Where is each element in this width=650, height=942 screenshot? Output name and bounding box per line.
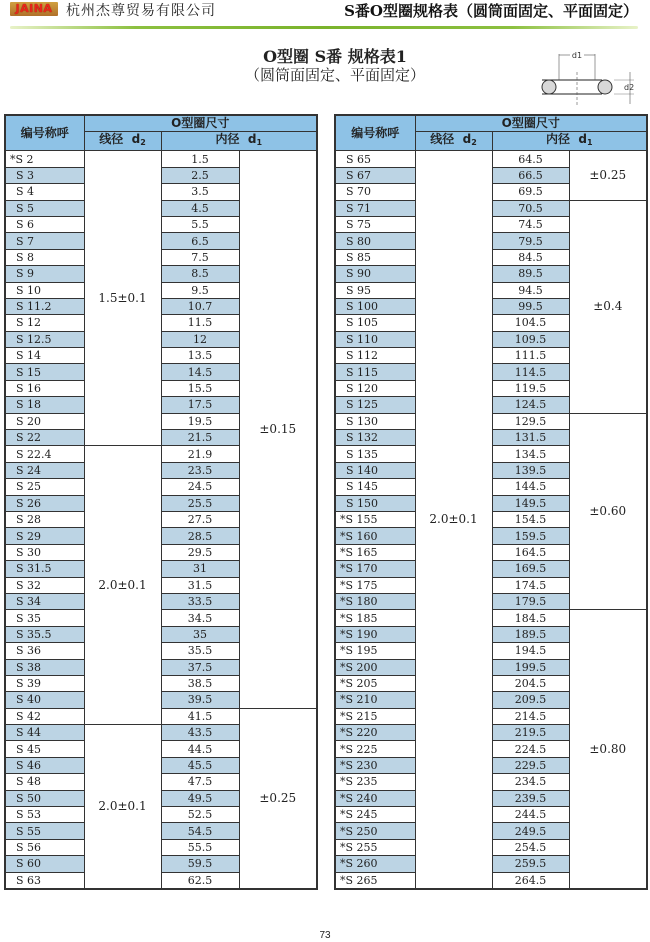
d1-cell: 28.5 — [161, 528, 239, 544]
d1-cell: 164.5 — [492, 544, 569, 560]
code-cell: S 85 — [335, 249, 415, 265]
d1-cell: 52.5 — [161, 807, 239, 823]
company-logo: JAINA — [10, 2, 58, 16]
code-cell: S 40 — [5, 692, 84, 708]
code-cell: S 80 — [335, 233, 415, 249]
code-cell: S 135 — [335, 446, 415, 462]
col-header-group: O型圈尺寸 — [84, 115, 317, 132]
d1-cell: 244.5 — [492, 807, 569, 823]
d1-cell: 34.5 — [161, 610, 239, 626]
d1-cell: 159.5 — [492, 528, 569, 544]
d1-cell: 111.5 — [492, 348, 569, 364]
d1-cell: 184.5 — [492, 610, 569, 626]
d1-cell: 11.5 — [161, 315, 239, 331]
tolerance-cell: ±0.60 — [569, 413, 647, 610]
code-cell: *S 165 — [335, 544, 415, 560]
code-cell: S 67 — [335, 167, 415, 183]
page-header — [0, 0, 650, 40]
d1-cell: 1.5 — [161, 151, 239, 167]
code-cell: S 14 — [5, 348, 84, 364]
d1-cell: 169.5 — [492, 561, 569, 577]
code-cell: S 35.5 — [5, 626, 84, 642]
header-divider — [10, 26, 638, 29]
code-cell: S 132 — [335, 430, 415, 446]
d1-cell: 209.5 — [492, 692, 569, 708]
d1-cell: 14.5 — [161, 364, 239, 380]
code-cell: S 63 — [5, 872, 84, 889]
code-cell: S 6 — [5, 216, 84, 232]
d1-cell: 89.5 — [492, 266, 569, 282]
code-cell: *S 255 — [335, 839, 415, 855]
code-cell: S 29 — [5, 528, 84, 544]
code-cell: S 46 — [5, 757, 84, 773]
d1-cell: 119.5 — [492, 380, 569, 396]
d1-cell: 39.5 — [161, 692, 239, 708]
code-cell: *S 240 — [335, 790, 415, 806]
code-cell: S 150 — [335, 495, 415, 511]
code-cell: S 35 — [5, 610, 84, 626]
tolerance-cell: ±0.80 — [569, 610, 647, 889]
code-cell: *S 155 — [335, 511, 415, 527]
d1-cell: 5.5 — [161, 216, 239, 232]
tolerance-cell: ±0.15 — [239, 151, 317, 708]
d1-cell: 131.5 — [492, 430, 569, 446]
d1-cell: 179.5 — [492, 593, 569, 609]
d1-cell: 15.5 — [161, 380, 239, 396]
code-cell: *S 250 — [335, 823, 415, 839]
d1-cell: 144.5 — [492, 479, 569, 495]
code-cell: S 9 — [5, 266, 84, 282]
d1-cell: 43.5 — [161, 725, 239, 741]
code-cell: S 60 — [5, 856, 84, 872]
code-cell: *S 160 — [335, 528, 415, 544]
code-cell: S 48 — [5, 774, 84, 790]
code-cell: S 105 — [335, 315, 415, 331]
code-cell: *S 185 — [335, 610, 415, 626]
d1-cell: 84.5 — [492, 249, 569, 265]
code-cell: S 31.5 — [5, 561, 84, 577]
code-cell: S 115 — [335, 364, 415, 380]
d1-cell: 264.5 — [492, 872, 569, 889]
d1-cell: 23.5 — [161, 462, 239, 478]
d1-cell: 24.5 — [161, 479, 239, 495]
d1-cell: 21.9 — [161, 446, 239, 462]
code-cell: S 75 — [335, 216, 415, 232]
table-row — [335, 413, 647, 429]
d1-cell: 199.5 — [492, 659, 569, 675]
code-cell: S 22 — [5, 430, 84, 446]
d1-cell: 33.5 — [161, 593, 239, 609]
code-cell: S 26 — [5, 495, 84, 511]
d1-cell: 104.5 — [492, 315, 569, 331]
code-cell: S 11.2 — [5, 298, 84, 314]
col-header-d1: 内径 $d_1$ — [161, 132, 317, 151]
col-header-code: 编号称呼 — [5, 115, 84, 151]
code-cell: S 30 — [5, 544, 84, 560]
code-cell: S 39 — [5, 675, 84, 691]
code-cell: *S 220 — [335, 725, 415, 741]
code-cell: S 71 — [335, 200, 415, 216]
d1-cell: 64.5 — [492, 151, 569, 167]
code-cell: *S 200 — [335, 659, 415, 675]
d1-cell: 189.5 — [492, 626, 569, 642]
code-cell: S 44 — [5, 725, 84, 741]
code-cell: *S 215 — [335, 708, 415, 724]
code-cell: S 38 — [5, 659, 84, 675]
d1-cell: 129.5 — [492, 413, 569, 429]
d1-cell: 69.5 — [492, 184, 569, 200]
tolerance-cell: ±0.25 — [239, 708, 317, 889]
table-subtitle: （圆筒面固定、平面固定） — [244, 66, 425, 84]
col-header-d2: 线径 $d_2$ — [84, 132, 161, 151]
d1-cell: 44.5 — [161, 741, 239, 757]
d1-cell: 31 — [161, 561, 239, 577]
code-cell: *S 2 — [5, 151, 84, 167]
d1-cell: 234.5 — [492, 774, 569, 790]
code-cell: *S 265 — [335, 872, 415, 889]
code-cell: S 28 — [5, 511, 84, 527]
tolerance-cell: ±0.25 — [569, 151, 647, 200]
d1-cell: 8.5 — [161, 266, 239, 282]
code-cell: *S 190 — [335, 626, 415, 642]
d1-cell: 254.5 — [492, 839, 569, 855]
code-cell: S 32 — [5, 577, 84, 593]
d1-cell: 74.5 — [492, 216, 569, 232]
d1-cell: 19.5 — [161, 413, 239, 429]
d1-cell: 29.5 — [161, 544, 239, 560]
d1-cell: 21.5 — [161, 430, 239, 446]
d1-cell: 55.5 — [161, 839, 239, 855]
d1-cell: 224.5 — [492, 741, 569, 757]
code-cell: S 140 — [335, 462, 415, 478]
col-header-d1: 内径 $d_1$ — [492, 132, 647, 151]
code-cell: *S 195 — [335, 643, 415, 659]
d1-cell: 229.5 — [492, 757, 569, 773]
table-row — [5, 151, 317, 167]
d2-cell: 2.0±0.1 — [84, 725, 161, 889]
d1-cell: 49.5 — [161, 790, 239, 806]
d1-cell: 27.5 — [161, 511, 239, 527]
code-cell: S 12 — [5, 315, 84, 331]
code-cell: S 20 — [5, 413, 84, 429]
d1-cell: 37.5 — [161, 659, 239, 675]
code-cell: S 7 — [5, 233, 84, 249]
d1-cell: 204.5 — [492, 675, 569, 691]
d1-cell: 41.5 — [161, 708, 239, 724]
code-cell: S 90 — [335, 266, 415, 282]
table-row — [335, 151, 647, 167]
d1-cell: 149.5 — [492, 495, 569, 511]
code-cell: S 130 — [335, 413, 415, 429]
code-cell: S 24 — [5, 462, 84, 478]
d1-cell: 9.5 — [161, 282, 239, 298]
code-cell: S 112 — [335, 348, 415, 364]
d1-cell: 35.5 — [161, 643, 239, 659]
code-cell: S 4 — [5, 184, 84, 200]
code-cell: S 25 — [5, 479, 84, 495]
d1-cell: 94.5 — [492, 282, 569, 298]
code-cell: *S 180 — [335, 593, 415, 609]
table-title: O型圈 S番 规格表1 — [263, 47, 407, 66]
d2-cell: 2.0±0.1 — [84, 446, 161, 725]
code-cell: S 42 — [5, 708, 84, 724]
document-title: S番O型圈规格表（圆筒面固定、平面固定） — [344, 2, 638, 20]
table-row — [335, 200, 647, 216]
d2-cell: 1.5±0.1 — [84, 151, 161, 446]
code-cell: S 125 — [335, 397, 415, 413]
d1-cell: 139.5 — [492, 462, 569, 478]
d1-cell: 66.5 — [492, 167, 569, 183]
code-cell: S 16 — [5, 380, 84, 396]
company-name: 杭州杰尊贸易有限公司 — [66, 3, 216, 19]
d1-cell: 214.5 — [492, 708, 569, 724]
d1-cell: 17.5 — [161, 397, 239, 413]
code-cell: *S 230 — [335, 757, 415, 773]
d1-cell: 194.5 — [492, 643, 569, 659]
code-cell: S 8 — [5, 249, 84, 265]
table-body — [5, 151, 317, 889]
d1-cell: 124.5 — [492, 397, 569, 413]
code-cell: *S 235 — [335, 774, 415, 790]
d1-cell: 54.5 — [161, 823, 239, 839]
col-header-code: 编号称呼 — [335, 115, 415, 151]
code-cell: S 5 — [5, 200, 84, 216]
code-cell: S 55 — [5, 823, 84, 839]
d1-cell: 6.5 — [161, 233, 239, 249]
spec-table-left — [4, 114, 318, 890]
code-cell: S 18 — [5, 397, 84, 413]
d1-cell: 31.5 — [161, 577, 239, 593]
d1-cell: 114.5 — [492, 364, 569, 380]
d1-cell: 45.5 — [161, 757, 239, 773]
page-number: 73 — [319, 930, 331, 941]
d1-cell: 79.5 — [492, 233, 569, 249]
table-row — [5, 708, 317, 724]
col-header-group: O型圈尺寸 — [415, 115, 647, 132]
code-cell: S 15 — [5, 364, 84, 380]
code-cell: S 110 — [335, 331, 415, 347]
d1-cell: 47.5 — [161, 774, 239, 790]
code-cell: *S 205 — [335, 675, 415, 691]
code-cell: S 145 — [335, 479, 415, 495]
d1-cell: 70.5 — [492, 200, 569, 216]
d1-cell: 109.5 — [492, 331, 569, 347]
code-cell: S 10 — [5, 282, 84, 298]
code-cell: S 65 — [335, 151, 415, 167]
d1-cell: 13.5 — [161, 348, 239, 364]
d1-cell: 2.5 — [161, 167, 239, 183]
svg-text:d1: d1 — [571, 51, 583, 60]
d1-cell: 25.5 — [161, 495, 239, 511]
d1-cell: 154.5 — [492, 511, 569, 527]
d1-cell: 219.5 — [492, 725, 569, 741]
d1-cell: 134.5 — [492, 446, 569, 462]
d1-cell: 99.5 — [492, 298, 569, 314]
code-cell: S 3 — [5, 167, 84, 183]
code-cell: S 56 — [5, 839, 84, 855]
code-cell: S 34 — [5, 593, 84, 609]
d1-cell: 38.5 — [161, 675, 239, 691]
d1-cell: 4.5 — [161, 200, 239, 216]
code-cell: *S 210 — [335, 692, 415, 708]
d1-cell: 35 — [161, 626, 239, 642]
d1-cell: 239.5 — [492, 790, 569, 806]
svg-text:d2: d2 — [624, 83, 635, 92]
d2-cell: 2.0±0.1 — [415, 151, 492, 889]
d1-cell: 10.7 — [161, 298, 239, 314]
tolerance-cell: ±0.4 — [569, 200, 647, 413]
code-cell: *S 225 — [335, 741, 415, 757]
col-header-d2: 线径 $d_2$ — [415, 132, 492, 151]
code-cell: S 12.5 — [5, 331, 84, 347]
code-cell: S 95 — [335, 282, 415, 298]
code-cell: *S 245 — [335, 807, 415, 823]
d1-cell: 259.5 — [492, 856, 569, 872]
d1-cell: 174.5 — [492, 577, 569, 593]
spec-table-right — [334, 114, 648, 890]
code-cell: *S 175 — [335, 577, 415, 593]
d1-cell: 7.5 — [161, 249, 239, 265]
code-cell: S 70 — [335, 184, 415, 200]
code-cell: S 120 — [335, 380, 415, 396]
code-cell: S 22.4 — [5, 446, 84, 462]
table-row — [335, 610, 647, 626]
code-cell: S 100 — [335, 298, 415, 314]
o-ring-diagram-icon — [534, 46, 644, 106]
d1-cell: 12 — [161, 331, 239, 347]
code-cell: *S 170 — [335, 561, 415, 577]
d1-cell: 59.5 — [161, 856, 239, 872]
d1-cell: 249.5 — [492, 823, 569, 839]
table-body — [335, 151, 647, 889]
code-cell: S 50 — [5, 790, 84, 806]
code-cell: S 53 — [5, 807, 84, 823]
code-cell: *S 260 — [335, 856, 415, 872]
code-cell: S 45 — [5, 741, 84, 757]
code-cell: S 36 — [5, 643, 84, 659]
d1-cell: 3.5 — [161, 184, 239, 200]
d1-cell: 62.5 — [161, 872, 239, 889]
